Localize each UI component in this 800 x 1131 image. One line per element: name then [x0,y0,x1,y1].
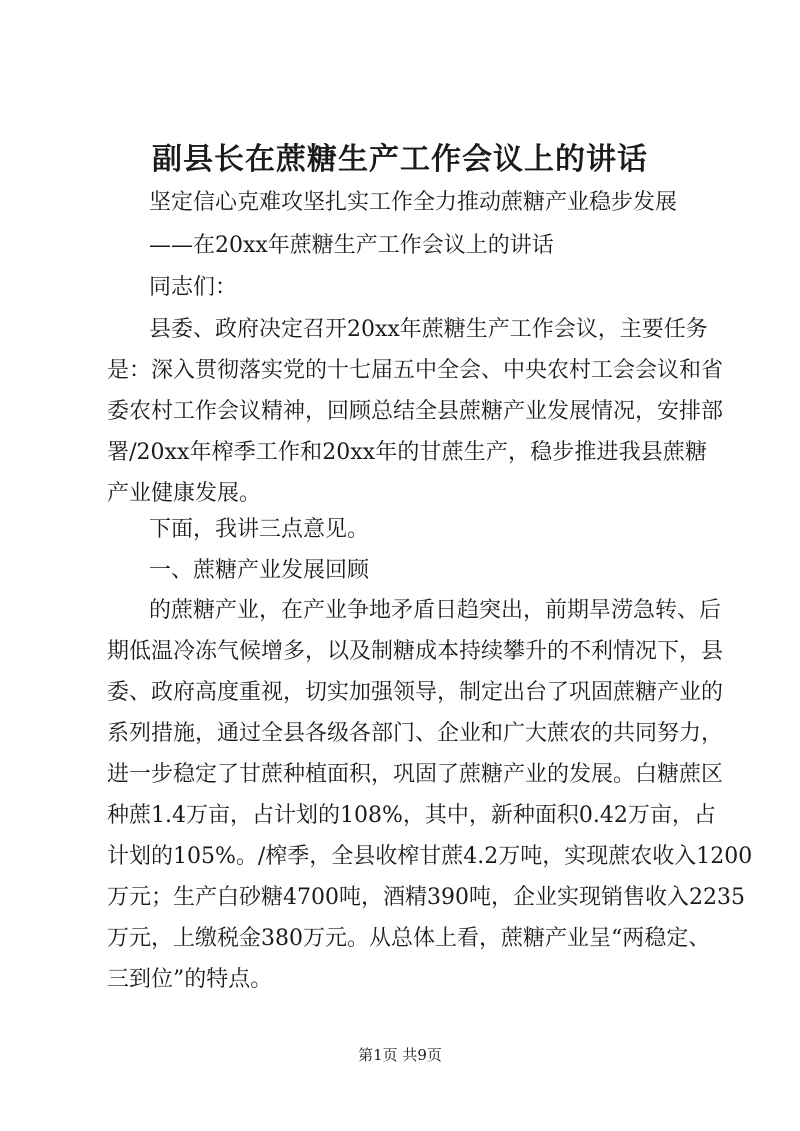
section-heading-1: 一、蔗糖产业发展回顾 [149,558,370,583]
subtitle-secondary: ——在20xx年蔗糖生产工作会议上的讲话 [149,233,554,258]
paragraph-line: 进一步稳定了甘蔗种植面积，巩固了蔗糖产业的发展。白糖蔗区 [107,762,724,787]
document-title: 副县长在蔗糖生产工作会议上的讲话 [152,142,648,177]
paragraph-line: 系列措施，通过全县各级各部门、企业和广大蔗农的共同努力， [107,721,724,746]
paragraph-line: 署/20xx年榨季工作和20xx年的甘蔗生产，稳步推进我县蔗糖 [107,440,707,465]
subtitle: 坚定信心克难攻坚扎实工作全力推动蔗糖产业稳步发展 [149,190,678,215]
salutation: 同志们： [149,275,238,300]
paragraph-line: 万元，上缴税金380万元。从总体上看，蔗糖产业呈“两稳定、 [107,926,711,951]
paragraph-line: 期低温冷冻气候增多，以及制糖成本持续攀升的不利情况下，县 [107,639,724,664]
paragraph-line: 的蔗糖产业，在产业争地矛盾日趋突出，前期旱涝急转、后 [149,598,722,623]
paragraph-line: 委农村工作会议精神，回顾总结全县蔗糖产业发展情况，安排部 [107,399,724,424]
paragraph-line: 种蔗1.4万亩，占计划的108%，其中，新种面积0.42万亩，占 [107,803,716,828]
paragraph-2: 下面，我讲三点意见。 [149,517,370,542]
paragraph-line: 计划的105%。/榨季，全县收榨甘蔗4.2万吨，实现蔗农收入1200 [107,844,753,869]
paragraph-line: 三到位”的特点。 [107,967,273,992]
paragraph-line: 委、政府高度重视，切实加强领导，制定出台了巩固蔗糖产业的 [107,680,724,705]
paragraph-line: 是：深入贯彻落实党的十七届五中全会、中央农村工会会议和省 [107,358,724,383]
page-footer: 第1页 共9页 [358,1046,442,1064]
paragraph-line: 县委、政府决定召开20xx年蔗糖生产工作会议，主要任务 [149,317,708,342]
paragraph-line: 产业健康发展。 [107,481,262,506]
paragraph-line: 万元；生产白砂糖4700吨，酒精390吨，企业实现销售收入2235 [107,885,745,910]
